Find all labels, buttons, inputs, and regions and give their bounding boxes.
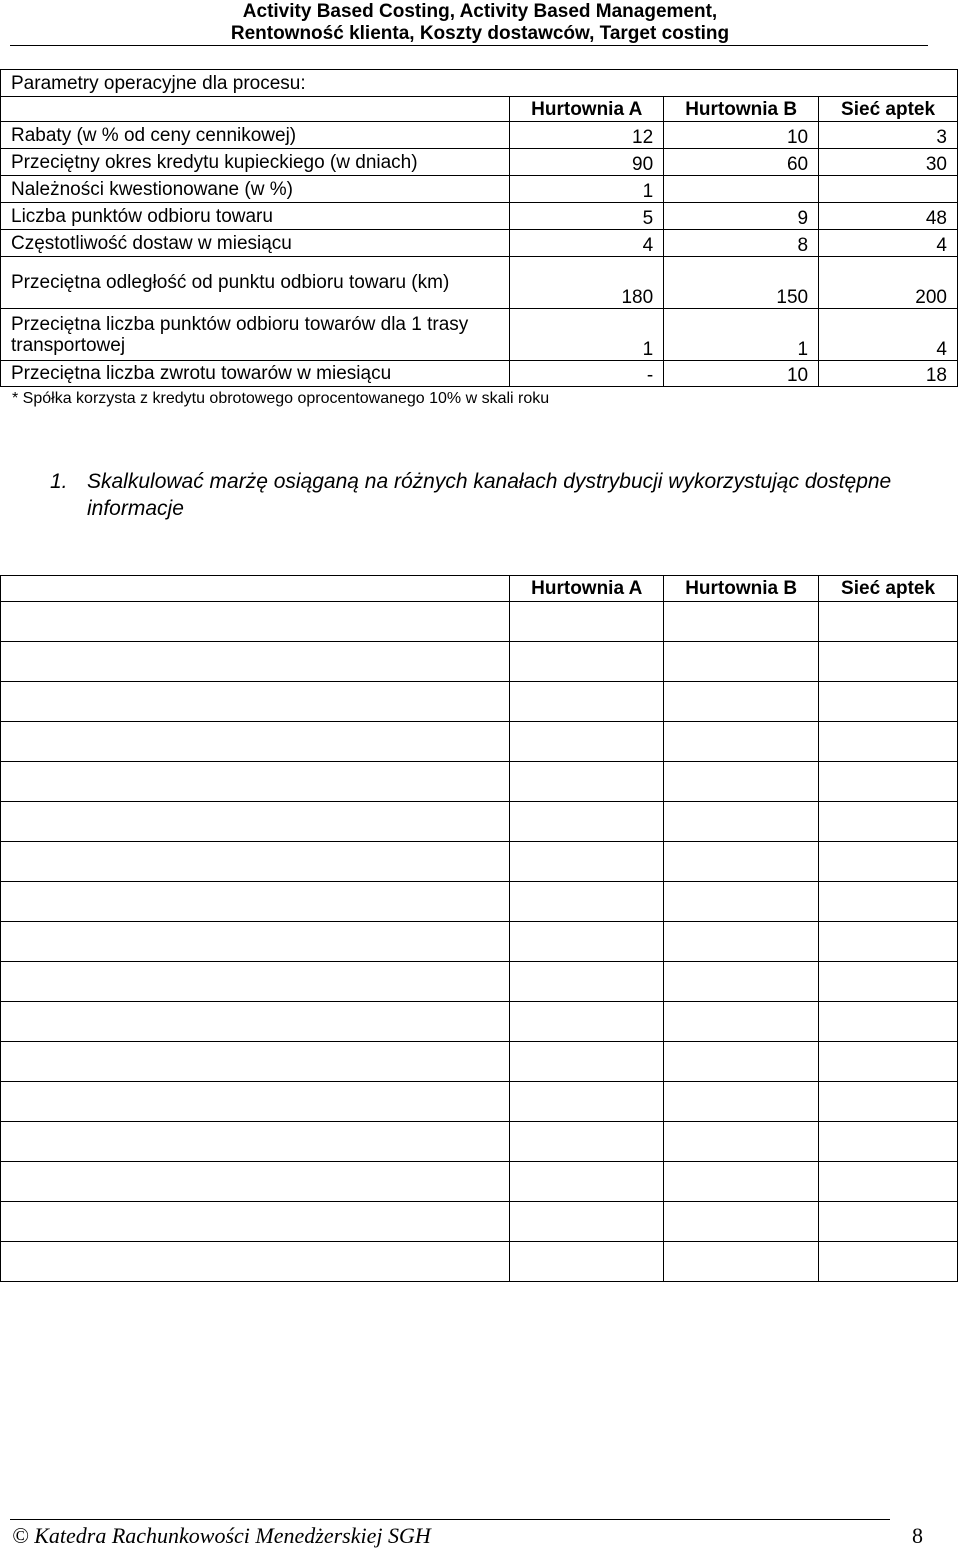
- column-header-siec-aptek: Sieć aptek: [819, 576, 958, 602]
- empty-cell[interactable]: [510, 1002, 664, 1042]
- cell-value: 150: [664, 257, 819, 309]
- empty-row: [1, 1162, 958, 1202]
- empty-cell[interactable]: [664, 642, 819, 682]
- table-row: [1, 122, 958, 149]
- empty-cell[interactable]: [819, 1202, 958, 1242]
- table-row: [1, 309, 958, 361]
- footer-copyright: © Katedra Rachunkowości Menedżerskiej SGH: [12, 1523, 431, 1548]
- empty-row: [1, 802, 958, 842]
- empty-cell[interactable]: [510, 602, 664, 642]
- cell-value: 12: [510, 122, 664, 149]
- empty-row: [1, 1202, 958, 1242]
- empty-cell[interactable]: [1, 762, 510, 802]
- cell-value: 48: [819, 203, 958, 230]
- table-row: [1, 203, 958, 230]
- cell-value: 30: [819, 149, 958, 176]
- empty-cell[interactable]: [1, 1082, 510, 1122]
- empty-cell[interactable]: [1, 642, 510, 682]
- column-header-hurtownia-b: Hurtownia B: [664, 97, 819, 122]
- page-number: 8: [912, 1523, 923, 1548]
- empty-cell[interactable]: [819, 1122, 958, 1162]
- empty-cell[interactable]: [510, 762, 664, 802]
- empty-cell[interactable]: [510, 722, 664, 762]
- empty-cell[interactable]: [819, 882, 958, 922]
- empty-cell[interactable]: [510, 1242, 664, 1282]
- table-row: [1, 176, 958, 203]
- empty-cell[interactable]: [1, 1122, 510, 1162]
- column-header-hurtownia-a: Hurtownia A: [510, 576, 664, 602]
- empty-cell[interactable]: [819, 802, 958, 842]
- empty-cell[interactable]: [510, 1162, 664, 1202]
- row-label: Przeciętna liczba punktów odbioru towarów dla 1 trasy transportowej: [1, 309, 510, 361]
- footnote: * Spółka korzysta z kredytu obrotowego oprocentowanego 10% w skali roku: [12, 390, 550, 407]
- empty-cell[interactable]: [510, 882, 664, 922]
- row-label: Należności kwestionowane (w %): [1, 176, 510, 203]
- empty-row: [1, 1002, 958, 1042]
- empty-cell[interactable]: [664, 922, 819, 962]
- row-label: Przeciętna odległość od punktu odbioru towaru (km): [1, 257, 510, 309]
- empty-row: [1, 1082, 958, 1122]
- empty-cell[interactable]: [1, 1042, 510, 1082]
- empty-row: [1, 1242, 958, 1282]
- cell-value: 4: [510, 230, 664, 257]
- empty-cell[interactable]: [1, 922, 510, 962]
- footer-divider: [10, 1519, 890, 1520]
- empty-cell[interactable]: [819, 1242, 958, 1282]
- cell-value: 8: [664, 230, 819, 257]
- empty-cell[interactable]: [1, 682, 510, 722]
- empty-row: [1, 602, 958, 642]
- empty-cell[interactable]: [664, 882, 819, 922]
- empty-cell[interactable]: [664, 682, 819, 722]
- empty-cell[interactable]: [1, 842, 510, 882]
- parameters-table: [0, 69, 958, 387]
- empty-row: [1, 962, 958, 1002]
- task-text: Skalkulować marżę osiąganą na różnych kanałach dystrybucji wykorzystując dostępne informacje: [87, 470, 892, 520]
- row-label: Liczba punktów odbioru towaru: [1, 203, 510, 230]
- empty-row: [1, 642, 958, 682]
- empty-cell[interactable]: [510, 842, 664, 882]
- cell-value: 1: [510, 176, 664, 203]
- row-label: Częstotliwość dostaw w miesiącu: [1, 230, 510, 257]
- empty-row: [1, 1042, 958, 1082]
- header-line-1: Activity Based Costing, Activity Based Management,: [242, 1, 718, 22]
- table-row: [1, 149, 958, 176]
- empty-cell[interactable]: [819, 682, 958, 722]
- empty-cell[interactable]: [510, 1042, 664, 1082]
- empty-cell[interactable]: [819, 842, 958, 882]
- cell-value: 60: [664, 149, 819, 176]
- cell-value: 1: [510, 309, 664, 361]
- row-label: Przeciętna liczba zwrotu towarów w miesiącu: [1, 361, 510, 387]
- empty-cell[interactable]: [510, 802, 664, 842]
- empty-row: [1, 882, 958, 922]
- cell-value: [819, 176, 958, 203]
- empty-cell[interactable]: [510, 1202, 664, 1242]
- cell-value: [664, 176, 819, 203]
- empty-row: [1, 842, 958, 882]
- cell-value: 18: [819, 361, 958, 387]
- empty-cell[interactable]: [1, 802, 510, 842]
- column-header-siec-aptek: Sieć aptek: [819, 97, 958, 122]
- empty-cell[interactable]: [1, 722, 510, 762]
- empty-cell[interactable]: [1, 1162, 510, 1202]
- empty-row: [1, 762, 958, 802]
- empty-cell[interactable]: [664, 1042, 819, 1082]
- row-label: Rabaty (w % od ceny cennikowej): [1, 122, 510, 149]
- empty-row: [1, 682, 958, 722]
- header-empty-cell: [1, 576, 510, 602]
- column-header-hurtownia-b: Hurtownia B: [664, 576, 819, 602]
- table-row: [1, 230, 958, 257]
- empty-cell[interactable]: [664, 1162, 819, 1202]
- cell-value: 10: [664, 361, 819, 387]
- empty-cell[interactable]: [664, 762, 819, 802]
- cell-value: 5: [510, 203, 664, 230]
- empty-cell[interactable]: [819, 1162, 958, 1202]
- empty-cell[interactable]: [819, 762, 958, 802]
- empty-cell[interactable]: [1, 602, 510, 642]
- header-empty-cell: [1, 97, 510, 122]
- empty-row: [1, 922, 958, 962]
- empty-cell[interactable]: [819, 642, 958, 682]
- empty-cell[interactable]: [664, 1202, 819, 1242]
- cell-value: 200: [819, 257, 958, 309]
- header-divider: [10, 45, 928, 46]
- row-label: Przeciętny okres kredytu kupieckiego (w dniach): [1, 149, 510, 176]
- empty-cell[interactable]: [819, 962, 958, 1002]
- empty-row: [1, 722, 958, 762]
- empty-cell[interactable]: [1, 1002, 510, 1042]
- parameters-caption: Parametry operacyjne dla procesu:: [1, 70, 958, 97]
- cell-value: 4: [819, 309, 958, 361]
- empty-cell[interactable]: [510, 682, 664, 722]
- cell-value: 10: [664, 122, 819, 149]
- table-row: [1, 257, 958, 309]
- empty-cell[interactable]: [819, 1082, 958, 1122]
- task-1: [50, 468, 935, 522]
- empty-cell[interactable]: [664, 1242, 819, 1282]
- empty-cell[interactable]: [664, 1122, 819, 1162]
- empty-cell[interactable]: [664, 722, 819, 762]
- empty-cell[interactable]: [510, 642, 664, 682]
- cell-value: 9: [664, 203, 819, 230]
- empty-cell[interactable]: [510, 1082, 664, 1122]
- empty-cell[interactable]: [1, 882, 510, 922]
- header-line-2: Rentowność klienta, Koszty dostawców, Target costing: [230, 23, 730, 44]
- empty-cell[interactable]: [1, 1242, 510, 1282]
- cell-value: 180: [510, 257, 664, 309]
- table-row: [1, 361, 958, 387]
- cell-value: 1: [664, 309, 819, 361]
- empty-row: [1, 1122, 958, 1162]
- empty-cell[interactable]: [1, 1202, 510, 1242]
- empty-cell[interactable]: [510, 962, 664, 1002]
- empty-cell[interactable]: [510, 922, 664, 962]
- answer-table: [0, 575, 958, 1282]
- empty-cell[interactable]: [1, 962, 510, 1002]
- column-header-hurtownia-a: Hurtownia A: [510, 97, 664, 122]
- empty-cell[interactable]: [819, 602, 958, 642]
- empty-cell[interactable]: [664, 802, 819, 842]
- empty-cell[interactable]: [819, 1002, 958, 1042]
- task-number: 1.: [50, 470, 68, 493]
- empty-cell[interactable]: [664, 602, 819, 642]
- cell-value: 3: [819, 122, 958, 149]
- empty-cell[interactable]: [819, 922, 958, 962]
- cell-value: 4: [819, 230, 958, 257]
- empty-cell[interactable]: [819, 722, 958, 762]
- empty-cell[interactable]: [664, 1082, 819, 1122]
- cell-value: -: [510, 361, 664, 387]
- empty-cell[interactable]: [664, 962, 819, 1002]
- empty-cell[interactable]: [664, 842, 819, 882]
- empty-cell[interactable]: [510, 1122, 664, 1162]
- empty-cell[interactable]: [819, 1042, 958, 1082]
- empty-cell[interactable]: [664, 1002, 819, 1042]
- cell-value: 90: [510, 149, 664, 176]
